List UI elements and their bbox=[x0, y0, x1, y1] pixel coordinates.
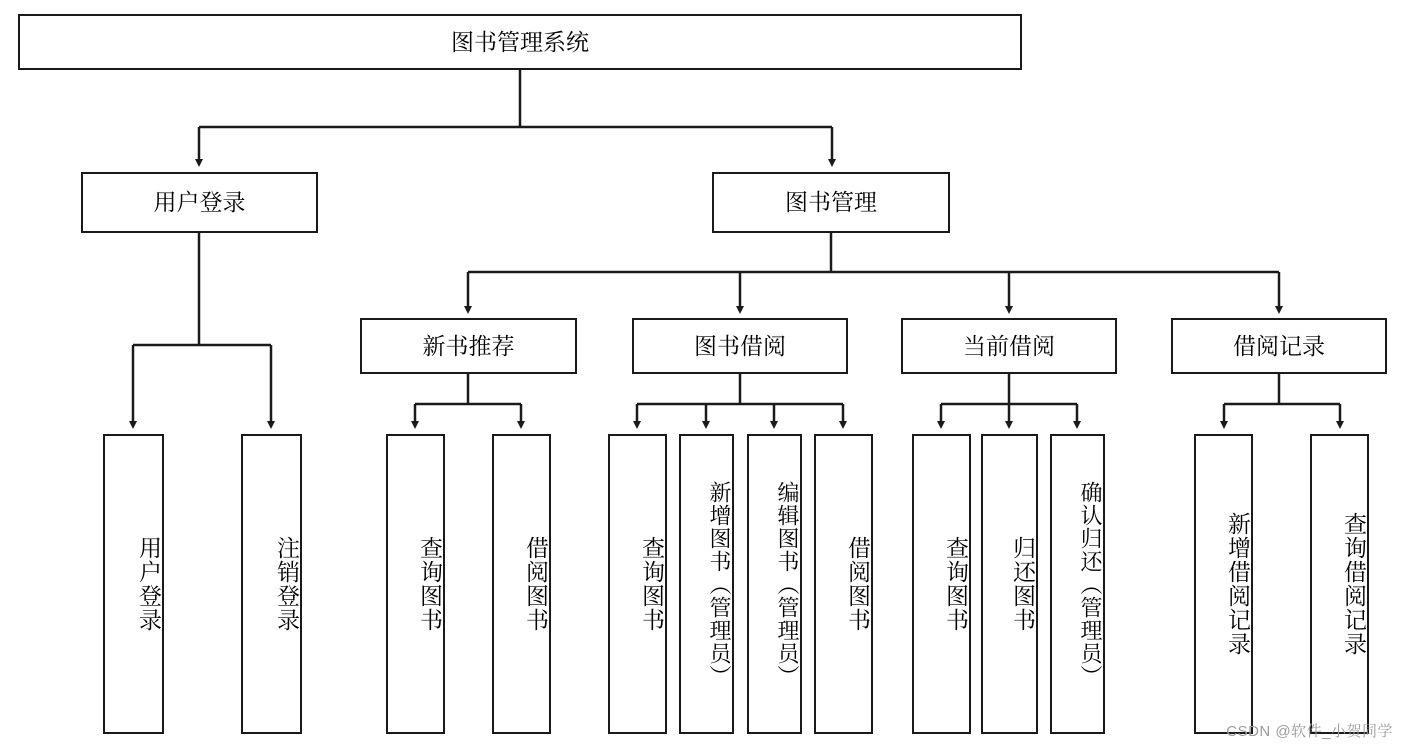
node-leaf-borrow-book: 借阅图书 bbox=[814, 434, 873, 734]
node-borrow-record: 借阅记录 bbox=[1171, 318, 1387, 374]
node-leaf-query-book-borrow: 查询图书 bbox=[608, 434, 667, 734]
node-leaf-query-borrow-record: 查询借阅记录 bbox=[1310, 434, 1369, 734]
node-current-borrow: 当前借阅 bbox=[901, 318, 1117, 374]
node-user-login: 用户登录 bbox=[81, 172, 318, 233]
node-leaf-add-borrow-record: 新增借阅记录 bbox=[1194, 434, 1253, 734]
node-leaf-query-book-current: 查询图书 bbox=[912, 434, 971, 734]
node-leaf-logout: 注销登录 bbox=[241, 434, 302, 734]
node-leaf-edit-book-admin: 编辑图书（管理员） bbox=[747, 434, 802, 734]
node-leaf-user-login: 用户登录 bbox=[103, 434, 164, 734]
node-leaf-add-book-admin: 新增图书（管理员） bbox=[679, 434, 734, 734]
node-book-management: 图书管理 bbox=[712, 172, 950, 233]
node-leaf-query-book-recommend: 查询图书 bbox=[386, 434, 445, 734]
node-root: 图书管理系统 bbox=[18, 14, 1022, 70]
node-book-borrow: 图书借阅 bbox=[632, 318, 848, 374]
node-leaf-return-book: 归还图书 bbox=[981, 434, 1038, 734]
node-leaf-borrow-book-recommend: 借阅图书 bbox=[492, 434, 551, 734]
watermark-text: CSDN @软件_小贺同学 bbox=[1226, 723, 1393, 740]
node-leaf-confirm-return-admin: 确认归还（管理员） bbox=[1050, 434, 1105, 734]
node-new-book-recommend: 新书推荐 bbox=[360, 318, 577, 374]
